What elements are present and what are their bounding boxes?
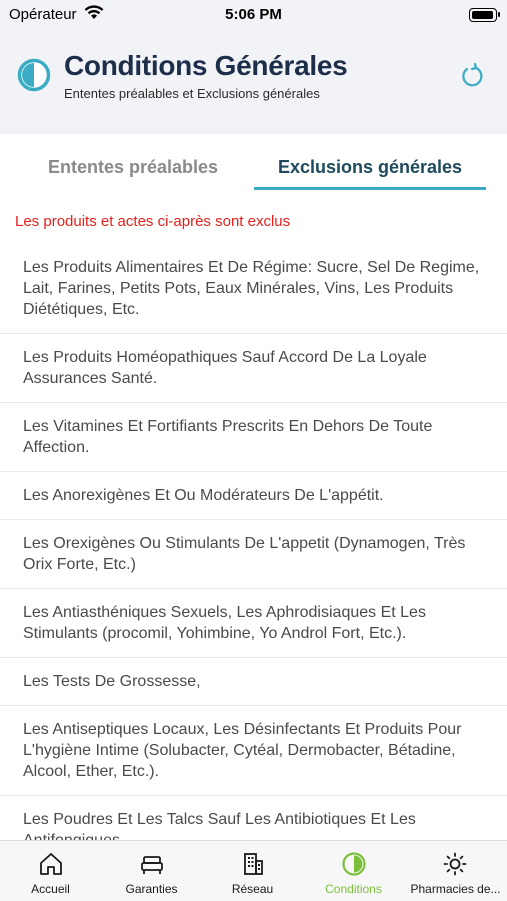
list-item: Les Anorexigènes Et Ou Modérateurs De L'appétit.	[0, 472, 507, 520]
exclusion-notice: Les produits et actes ci-après sont exclus	[15, 213, 291, 230]
status-bar	[0, 0, 507, 36]
exclusions-list[interactable]	[0, 244, 507, 840]
list-item: Les Vitamines Et Fortifiants Prescrits En Dehors De Toute Affection.	[0, 403, 507, 472]
segment-tabs	[0, 134, 507, 194]
tabbar-item-pharmacies[interactable]	[404, 841, 507, 901]
carrier-label: Opérateur	[9, 6, 77, 23]
home-icon	[38, 851, 64, 877]
sun-icon	[442, 851, 468, 877]
tabbar-label: Accueil	[31, 882, 70, 896]
active-tab-indicator	[254, 187, 486, 190]
clock: 5:06 PM	[225, 6, 282, 23]
page-title: Conditions Générales	[64, 50, 348, 81]
list-item: Les Produits Homéopathiques Sauf Accord De La Loyale Assurances Santé.	[0, 334, 507, 403]
refresh-icon[interactable]	[459, 63, 485, 89]
building-icon	[240, 851, 266, 877]
tabbar-item-garanties[interactable]	[101, 841, 202, 901]
tabbar-label: Réseau	[231, 882, 274, 896]
list-item: Les Orexigènes Ou Stimulants De L'appetit (Dynamogen, Très Orix Forte, Etc.)	[0, 520, 507, 589]
tabbar-item-reseau[interactable]	[202, 841, 303, 901]
conditions-logo-icon	[17, 58, 51, 92]
half-circle-icon	[341, 851, 367, 877]
tabbar-label: Conditions	[325, 882, 382, 896]
list-item: Les Poudres Et Les Talcs Sauf Les Antibiotiques Et Les	[0, 796, 507, 865]
page-header	[0, 36, 507, 134]
tabbar-item-conditions[interactable]	[303, 841, 404, 901]
tab-exclusions-generales[interactable]: Exclusions générales	[277, 157, 463, 177]
tabbar-item-accueil[interactable]	[0, 841, 101, 901]
page-subtitle: Ententes préalables et Exclusions générales	[64, 86, 320, 101]
list-item: Les Antiseptiques Locaux, Les Désinfectants Et Produits Pour L'hygiène Intime (Solubacter, Cytéal, Dermobacter, Bétadine, Alcool, Ether, Etc.).	[0, 706, 507, 796]
list-item: Les Antiasthéniques Sexuels, Les Aphrodisiaques Et Les Stimulants (procomil, Yohimbine, Yo Androl Fort, Etc.).	[0, 589, 507, 658]
list-item: Les Tests De Grossesse,	[0, 658, 507, 706]
tabbar-label: Garanties	[125, 882, 178, 896]
list-item: Les Produits Alimentaires Et De Régime: Sucre, Sel De Regime, Lait, Farines, Petits Pots, Eaux Minérales, Vins, Les Produits Diététiques, Etc.	[0, 244, 507, 334]
battery-icon	[469, 8, 497, 22]
tab-ententes-prealables[interactable]: Ententes préalables	[48, 157, 219, 177]
bed-icon	[139, 851, 165, 877]
bottom-tab-bar	[0, 840, 507, 901]
tabbar-label: Pharmacies de...	[410, 882, 501, 896]
